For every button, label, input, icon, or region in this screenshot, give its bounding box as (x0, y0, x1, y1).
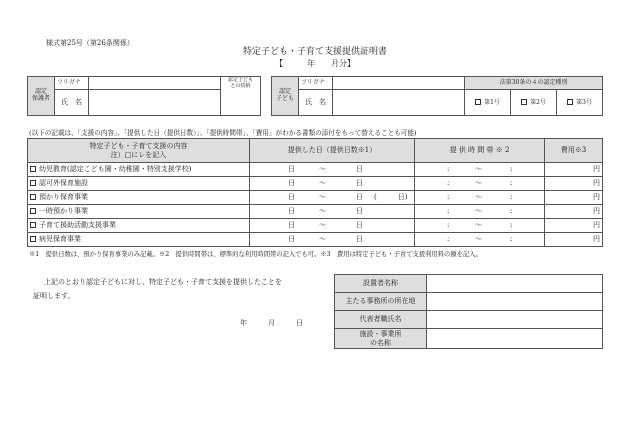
service-row (28, 233, 603, 247)
time-colon-end: : (510, 164, 513, 173)
checkbox-icon[interactable] (30, 222, 36, 228)
time-colon-start: : (447, 220, 450, 229)
facility-row (335, 293, 603, 311)
services-table (27, 138, 603, 247)
facility-label: 施設・事業所 の名称 (335, 329, 427, 349)
page-title: 特定子ども・子育て支援提供証明書 (242, 47, 387, 57)
cert-option-2[interactable]: 第2号 (511, 90, 557, 116)
facility-value-field[interactable] (427, 329, 603, 349)
service-label-cell[interactable] (28, 177, 250, 191)
facility-value-field[interactable] (427, 311, 603, 329)
date-tilde: ～ (319, 164, 326, 173)
guardian-furigana-field[interactable] (89, 77, 221, 90)
service-label: 病児保育事業 (39, 235, 81, 244)
time-colon-end: : (510, 178, 513, 187)
day-unit-end: 日 (356, 164, 363, 173)
guardian-name-field[interactable] (89, 90, 221, 116)
time-colon-end: : (510, 206, 513, 215)
day-unit-end: 日 (356, 220, 363, 229)
fee-unit: 円 (593, 179, 600, 188)
service-time-cell[interactable] (415, 163, 545, 177)
facility-label: 設置者名称 (335, 275, 427, 293)
service-date-cell[interactable] (250, 163, 415, 177)
period-field: 【 年 月分】 (275, 59, 355, 68)
time-colon-end: : (510, 192, 513, 201)
certification-line-2: 証明します。 (33, 292, 75, 300)
time-colon-end: : (510, 234, 513, 243)
content-col-header: 特定子ども・子育て支援の内容 注）□にレを記入 (28, 139, 250, 163)
service-time-cell[interactable] (415, 191, 545, 205)
day-count-field: ( 日) (374, 192, 408, 201)
checkbox-icon (521, 99, 527, 105)
guardian-furigana-label: フリガナ (55, 77, 89, 90)
checkbox-icon[interactable] (30, 166, 36, 172)
day-unit-start: 日 (288, 206, 295, 215)
cert-option-3[interactable]: 第3号 (557, 90, 603, 116)
facility-row (335, 329, 603, 349)
day-unit-end: 日 (356, 192, 363, 201)
facility-table (334, 274, 603, 349)
child-name-field[interactable] (333, 90, 465, 116)
service-date-cell[interactable] (250, 191, 415, 205)
day-unit-start: 日 (288, 234, 295, 243)
date-tilde: ～ (319, 192, 326, 201)
service-row (28, 205, 603, 219)
time-tilde: ～ (475, 234, 482, 243)
time-colon-start: : (447, 164, 450, 173)
facility-row (335, 275, 603, 293)
service-time-cell[interactable] (415, 177, 545, 191)
fee-unit: 円 (593, 221, 600, 230)
time-colon-start: : (447, 192, 450, 201)
checkbox-icon (475, 99, 481, 105)
service-label-cell[interactable] (28, 163, 250, 177)
service-row (28, 163, 603, 177)
service-label: 認可外保育施設 (39, 179, 88, 188)
date-tilde: ～ (319, 234, 326, 243)
cert-type-header: 法第30条の４の認定種別 (465, 77, 603, 90)
day-unit-start: 日 (288, 192, 295, 201)
service-date-cell[interactable] (250, 177, 415, 191)
service-fee-cell[interactable] (545, 163, 603, 177)
service-label: 幼児教育(認定こども園・幼稚園・特別支援学校) (39, 165, 192, 174)
time-tilde: ～ (475, 206, 482, 215)
time-tilde: ～ (475, 192, 482, 201)
time-col-header: 提 供 時 間 帯 ※ 2 (415, 139, 545, 163)
service-time-cell[interactable] (415, 219, 545, 233)
day-unit-start: 日 (288, 178, 295, 187)
time-tilde: ～ (475, 178, 482, 187)
fee-col-header: 費用※3 (545, 139, 603, 163)
checkbox-icon[interactable] (30, 194, 36, 200)
service-date-cell[interactable] (250, 205, 415, 219)
cert-option-1[interactable]: 第1号 (465, 90, 511, 116)
checkbox-icon[interactable] (30, 236, 36, 242)
service-label-cell[interactable] (28, 191, 250, 205)
attachment-note: (以下の記載は、「支援の内容」、「提供した日（提供日数）」、「提供時間帯」、「費用」がわかる書類の添付をもって替えることも可能) (29, 129, 417, 137)
guardian-side-label: 認定 保護者 (28, 77, 55, 116)
fee-unit: 円 (593, 207, 600, 216)
service-label: 預かり保育事業 (39, 193, 88, 202)
service-fee-cell[interactable] (545, 205, 603, 219)
checkbox-icon (567, 99, 573, 105)
child-furigana-label: フリガナ (299, 77, 333, 90)
service-time-cell[interactable] (415, 205, 545, 219)
footnotes: ※1 提供日数は、預かり保育事業のみ記載。※2 提供時間帯は、標準的な利用時間帯の記入でも可。※3 費用は特定子ども・子育て支援利用料の額を記入。 (29, 251, 482, 258)
fee-unit: 円 (593, 165, 600, 174)
service-date-cell[interactable] (250, 219, 415, 233)
service-row (28, 177, 603, 191)
guardian-name-label: 氏 名 (55, 90, 89, 116)
service-row (28, 191, 603, 205)
guardian-table (27, 76, 261, 116)
time-colon-start: : (447, 206, 450, 215)
form-number: 様式第25号（第26条関係） (46, 39, 134, 47)
checkbox-icon[interactable] (30, 180, 36, 186)
service-row (28, 219, 603, 233)
day-unit-end: 日 (356, 206, 363, 215)
facility-value-field[interactable] (427, 293, 603, 311)
service-label: 一時預かり事業 (39, 207, 88, 216)
facility-label: 主たる事務所の所在地 (335, 293, 427, 311)
date-tilde: ～ (319, 178, 326, 187)
relation-field[interactable]: 認定子ども との続柄 (221, 77, 261, 116)
service-label: 子育て援助活動支援事業 (39, 221, 116, 230)
date-tilde: ～ (319, 220, 326, 229)
fee-unit: 円 (593, 193, 600, 202)
service-fee-cell[interactable] (545, 191, 603, 205)
child-side-label: 認定 子ども (272, 77, 299, 116)
facility-row (335, 311, 603, 329)
facility-label: 代表者職氏名 (335, 311, 427, 329)
day-unit-start: 日 (288, 220, 295, 229)
date-tilde: ～ (319, 206, 326, 215)
service-time-cell[interactable] (415, 233, 545, 247)
certification-date: 年 月 日 (240, 319, 303, 327)
service-label-cell[interactable] (28, 233, 250, 247)
child-furigana-field[interactable] (333, 77, 465, 90)
time-colon-end: : (510, 220, 513, 229)
service-date-cell[interactable] (250, 233, 415, 247)
time-tilde: ～ (475, 164, 482, 173)
facility-value-field[interactable] (427, 275, 603, 293)
fee-unit: 円 (593, 235, 600, 244)
service-label-cell[interactable] (28, 219, 250, 233)
service-fee-cell[interactable] (545, 219, 603, 233)
service-fee-cell[interactable] (545, 233, 603, 247)
time-tilde: ～ (475, 220, 482, 229)
time-colon-start: : (447, 178, 450, 187)
day-unit-end: 日 (356, 234, 363, 243)
certification-line-1: 上記のとおり認定子どもに対し、特定子ども・子育て支援を提供したことを (44, 278, 282, 286)
child-table (271, 76, 603, 116)
day-unit-end: 日 (356, 178, 363, 187)
checkbox-icon[interactable] (30, 208, 36, 214)
service-fee-cell[interactable] (545, 177, 603, 191)
child-name-label: 氏 名 (299, 90, 333, 116)
service-label-cell[interactable] (28, 205, 250, 219)
date-col-header: 提供した日（提供日数※1） (250, 139, 415, 163)
time-colon-start: : (447, 234, 450, 243)
day-unit-start: 日 (288, 164, 295, 173)
